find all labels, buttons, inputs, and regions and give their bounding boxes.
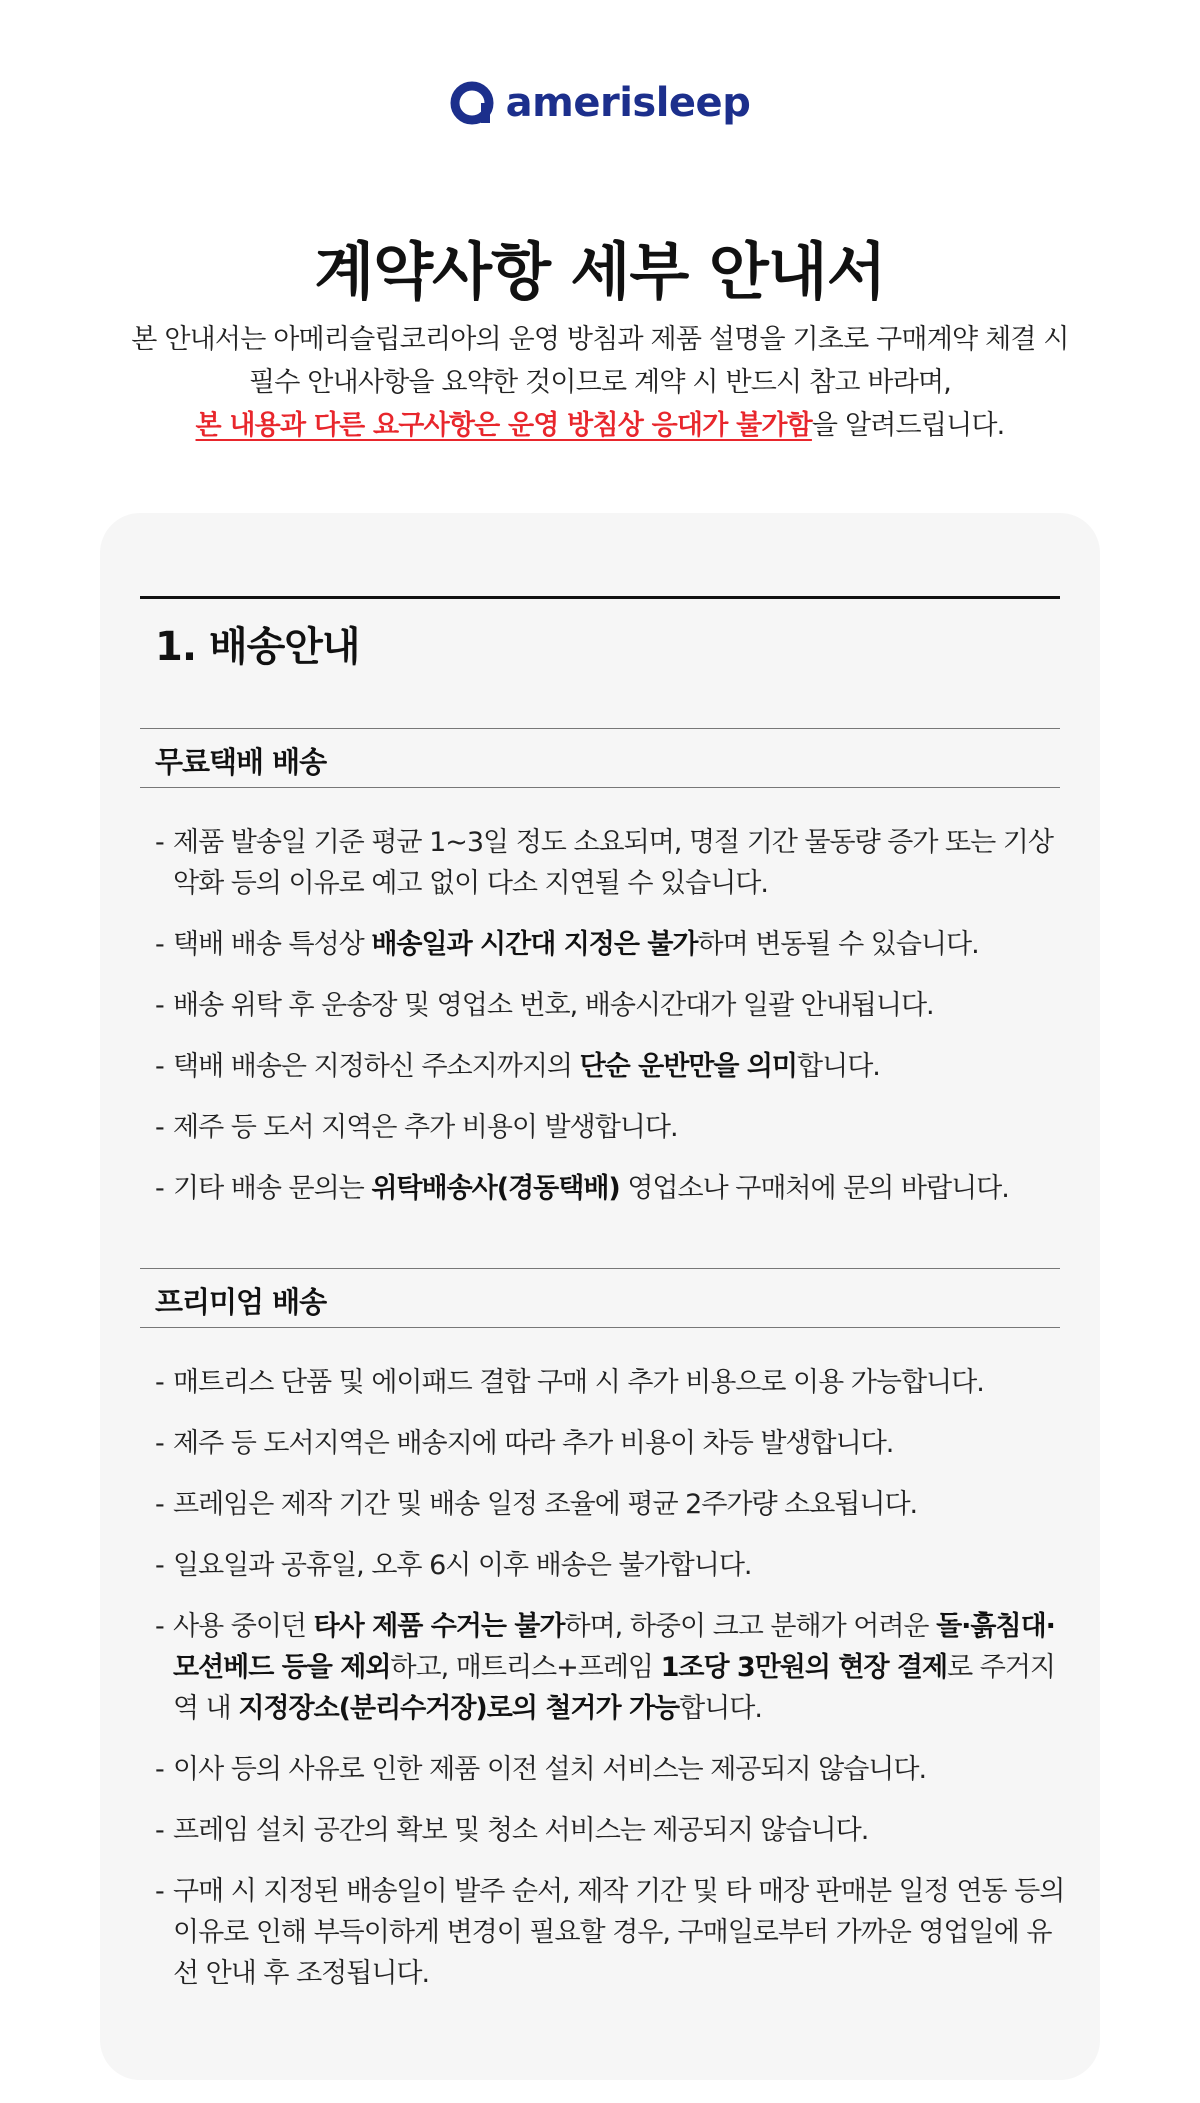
list-item bbox=[155, 1423, 1075, 1464]
list-item-text: 택배 배송 특성상 bbox=[173, 929, 372, 960]
list-item-text: 매트리스 단품 및 에이패드 결합 구매 시 추가 비용으로 이용 가능합니다. bbox=[173, 1367, 984, 1398]
list-item bbox=[155, 1484, 1075, 1525]
list-item-text: 일요일과 공휴일, 오후 6시 이후 배송은 불가합니다. bbox=[173, 1550, 752, 1581]
list-item-text: 합니다. bbox=[797, 1051, 880, 1082]
list-item-text: 제품 발송일 기준 평균 1~3일 정도 소요되며, 명절 기간 물동량 증가 또는 기상악화 등의 이유로 예고 없이 다소 지연될 수 있습니다. bbox=[173, 827, 1053, 899]
brand-logo bbox=[0, 80, 1200, 126]
list-item-text: 프레임은 제작 기간 및 배송 일정 조율에 평균 2주가량 소요됩니다. bbox=[173, 1489, 918, 1520]
list-item bbox=[155, 1046, 1075, 1087]
list-item bbox=[155, 1362, 1075, 1403]
subsection-title: 무료택배 배송 bbox=[155, 745, 327, 779]
emphasis-text: 위탁배송사(경동택배) bbox=[371, 1173, 620, 1204]
list-item bbox=[155, 1810, 1075, 1851]
emphasis-text: 단순 운반만을 의미 bbox=[579, 1051, 798, 1082]
brand-name: amerisleep bbox=[505, 80, 751, 126]
page-title: 계약사항 세부 안내서 bbox=[314, 235, 886, 308]
emphasis-text: 배송일과 시간대 지정은 불가 bbox=[371, 929, 698, 960]
list-item-text: 로 주거지역 내 bbox=[173, 1652, 1056, 1724]
emphasis-text: 1조당 3만원의 현장 결제 bbox=[660, 1652, 948, 1683]
intro-line-1: 본 안내서는 아메리슬립코리아의 운영 방침과 제품 설명을 기초로 구매계약 체결 시 bbox=[131, 324, 1069, 355]
list-item-text: 영업소나 구매처에 문의 바랍니다. bbox=[619, 1173, 1009, 1204]
list-item-text: 이사 등의 사유로 인한 제품 이전 설치 서비스는 제공되지 않습니다. bbox=[173, 1754, 927, 1785]
subsection-header-free-delivery bbox=[140, 728, 1060, 788]
list-item-text: 프레임 설치 공간의 확보 및 청소 서비스는 제공되지 않습니다. bbox=[173, 1815, 869, 1846]
list-item bbox=[155, 1606, 1075, 1729]
list-item-text: 배송 위탁 후 운송장 및 영업소 번호, 배송시간대가 일괄 안내됩니다. bbox=[173, 990, 934, 1021]
list-item bbox=[155, 924, 1075, 965]
list-item bbox=[155, 1168, 1075, 1209]
list-item bbox=[155, 985, 1075, 1026]
list-item bbox=[155, 1545, 1075, 1586]
list-item-text: 택배 배송은 지정하신 주소지까지의 bbox=[173, 1051, 580, 1082]
list-item-text: 하고, 매트리스+프레임 bbox=[390, 1652, 661, 1683]
intro-warning: 본 내용과 다른 요구사항은 운영 방침상 응대가 불가함 bbox=[195, 410, 812, 441]
list-item-text: 하며, 하중이 크고 분해가 어려운 bbox=[564, 1611, 937, 1642]
list-item-text: 하며 변동될 수 있습니다. bbox=[697, 929, 979, 960]
subsection-header-premium-delivery bbox=[140, 1268, 1060, 1328]
emphasis-text: 타사 제품 수거는 불가 bbox=[313, 1611, 565, 1642]
list-item bbox=[155, 1749, 1075, 1790]
list-item-text: 제주 등 도서 지역은 추가 비용이 발생합니다. bbox=[173, 1112, 678, 1143]
emphasis-text: 지정장소(분리수거장)로의 철거가 가능 bbox=[238, 1693, 680, 1724]
amerisleep-logo-icon bbox=[450, 81, 494, 125]
intro-line-2: 필수 안내사항을 요약한 것이므로 계약 시 반드시 참고 바라며, bbox=[248, 367, 952, 398]
list-item-text: 구매 시 지정된 배송일이 발주 순서, 제작 기간 및 타 매장 판매분 일정 연동 등의 이유로 인해 부득이하게 변경이 필요할 경우, 구매일로부터 가까운 영업일에 유선 안내 후 조정됩니다. bbox=[173, 1876, 1065, 1989]
intro-line-3 bbox=[0, 404, 1200, 447]
subsection-title: 프리미엄 배송 bbox=[155, 1285, 327, 1319]
list-item bbox=[155, 822, 1075, 904]
list-item-text: 사용 중이던 bbox=[173, 1611, 314, 1642]
emphasis-text: 돌·흙침대·모션베드 등을 제외 bbox=[173, 1611, 1055, 1683]
section-divider bbox=[140, 596, 1060, 599]
list-item-text: 합니다. bbox=[679, 1693, 762, 1724]
intro-text bbox=[0, 318, 1200, 447]
premium-delivery-list bbox=[155, 1362, 1075, 2014]
intro-tail: 을 알려드립니다. bbox=[811, 410, 1005, 441]
free-delivery-list bbox=[155, 822, 1075, 1229]
list-item bbox=[155, 1871, 1075, 1994]
section-title: 1. 배송안내 bbox=[155, 624, 360, 670]
list-item-text: 제주 등 도서지역은 배송지에 따라 추가 비용이 차등 발생합니다. bbox=[173, 1428, 894, 1459]
list-item bbox=[155, 1107, 1075, 1148]
list-item-text: 기타 배송 문의는 bbox=[173, 1173, 372, 1204]
